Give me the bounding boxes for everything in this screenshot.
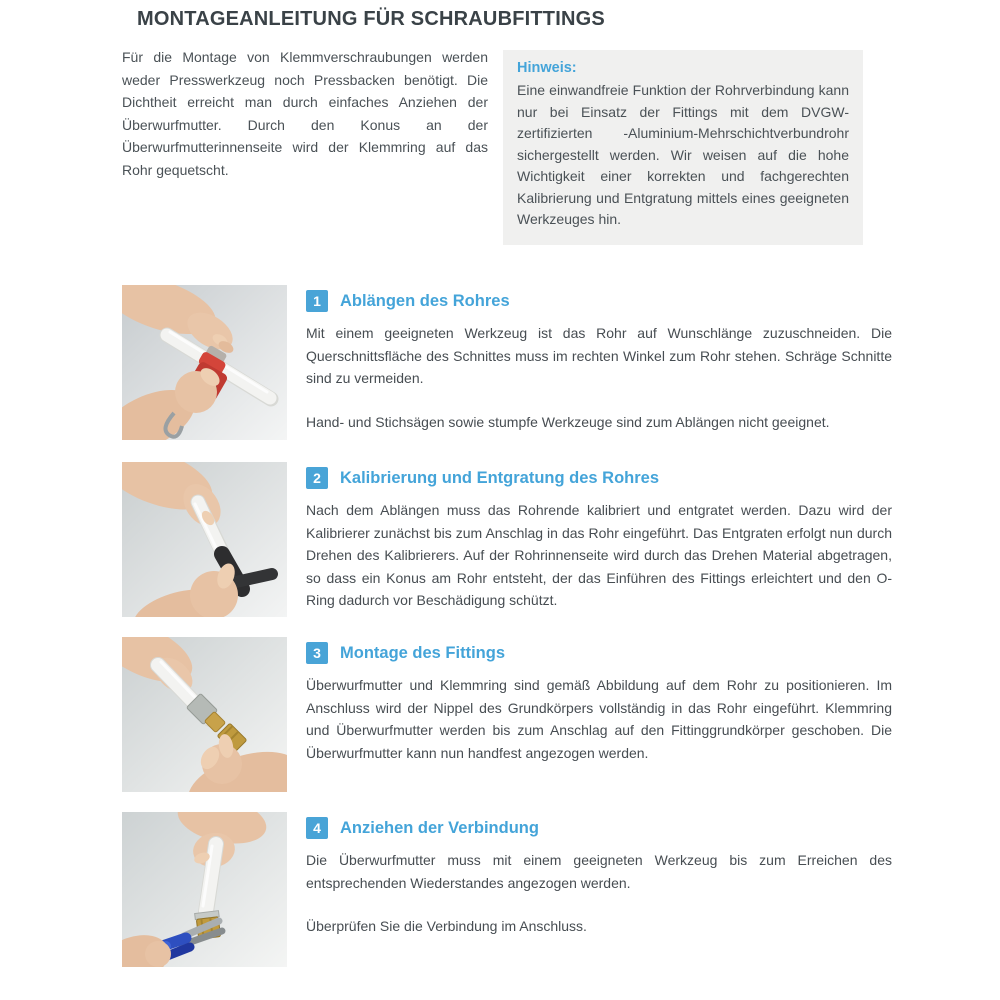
- step-heading: Anziehen der Verbindung: [340, 818, 539, 837]
- step-1-pipe-cutter-photo: [122, 285, 287, 440]
- intro-paragraph: Für die Montage von Klemmverschraubungen werden weder Presswerkzeug noch Pressbacken benötigt. Die Dichtheit erreicht man durch einfaches Anziehen der Überwurfmutter. Durch den Konus an der Überwurfmutterinnenseite wird der Klemmring auf das Rohr gequetscht.: [122, 49, 488, 178]
- step-paragraph: Überwurfmutter und Klemmring sind gemäß Abbildung auf dem Rohr zu positionieren. Im Anschluss wird der Nippel des Grundkörpers vollständig in das Rohr eingeführt. Klemmring und Überwurfmutter werden bis zum Anschlag auf den Fittinggrundkörper geschoben. Die Überwurfmutter kann nun handfest angezogen werden.: [306, 677, 892, 761]
- step-number-badge: 2: [306, 467, 328, 489]
- step-paragraph: Hand- und Stichsägen sowie stumpfe Werkzeuge sind zum Ablängen nicht geeignet.: [306, 413, 830, 430]
- note-box: [503, 50, 863, 245]
- page-title: MONTAGEANLEITUNG FÜR SCHRAUBFITTINGS: [137, 8, 605, 30]
- note-label: Hinweis:: [517, 60, 577, 76]
- step-4-tightening-pliers-photo: [122, 812, 287, 967]
- step-paragraph: Überprüfen Sie die Verbindung im Anschluss.: [306, 918, 587, 934]
- step-heading: Ablängen des Rohres: [340, 291, 510, 310]
- step-paragraph: Die Überwurfmutter muss mit einem geeigneten Werkzeug bis zum Erreichen des entsprechenden Wiederstandes angezogen werden.: [306, 852, 892, 891]
- step-3-fitting-assembly-photo: [122, 637, 287, 792]
- step-paragraph: Mit einem geeigneten Werkzeug ist das Rohr auf Wunschlänge zuzuschneiden. Die Querschnittsfläche des Schnittes muss im rechten Winkel zum Rohr stehen. Schräge Schnitte sind zu vermeiden.: [306, 325, 892, 386]
- step-2-calibration-tool-photo: [122, 462, 287, 617]
- step-number-badge: 4: [306, 817, 328, 839]
- step-paragraph: Nach dem Ablängen muss das Rohrende kalibriert und entgratet werden. Dazu wird der Kalibrierer zunächst bis zum Anschlag in das Rohr eingeführt. Das Entgraten erfolgt nun durch Drehen des Kalibrierers. Auf der Rohrinnenseite wird durch das Drehen Material abgetragen, so dass ein Konus am Rohr entsteht, der das Einführen des Fittings erleichtert und den O-Ring dadurch vor Beschädigung schützt.: [306, 502, 892, 608]
- step-number-badge: 3: [306, 642, 328, 664]
- step-heading: Montage des Fittings: [340, 643, 505, 662]
- step-heading: Kalibrierung und Entgratung des Rohres: [340, 468, 660, 487]
- step-number-badge: 1: [306, 290, 328, 312]
- note-text: Eine einwandfreie Funktion der Rohrverbindung kann nur bei Einsatz der Fittings mit dem DVGW-zertifizierten -Aluminium-Mehrschichtverbundrohr sichergestellt werden. Wir weisen auf die hohe Wichtigkeit einer korrekten und fachgerechten Kalibrierung und Entgratung mittels eines geeigneten Werkzeuges hin.: [517, 82, 849, 227]
